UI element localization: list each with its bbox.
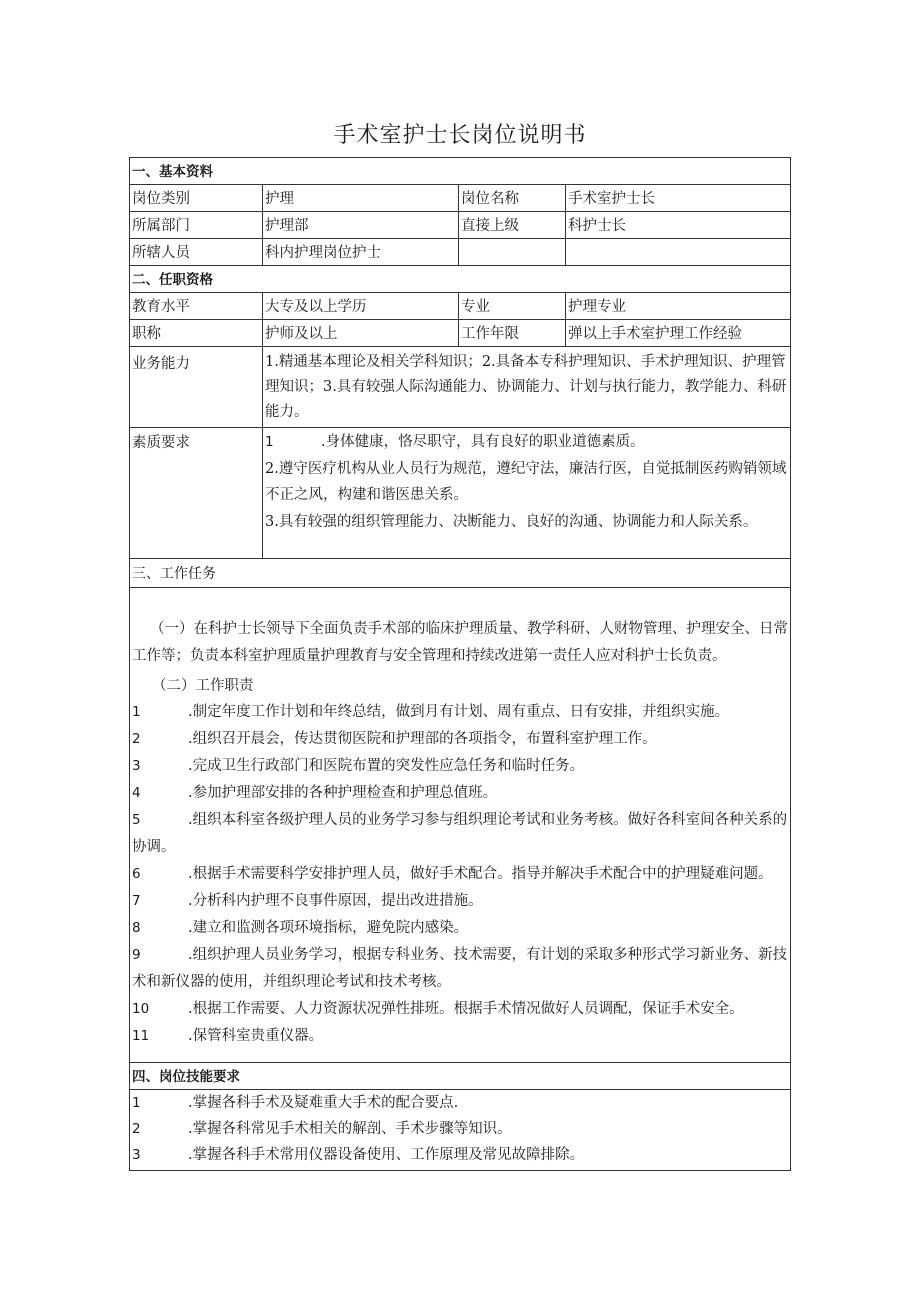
list-item xyxy=(130,753,790,780)
list-item xyxy=(130,726,790,753)
list-item xyxy=(130,888,790,915)
empty-cell xyxy=(566,239,790,265)
work-tasks-body xyxy=(130,588,790,1063)
item-text: .分析科内护理不良事件原因，提出改进措施。 xyxy=(188,893,483,909)
field-value: 护理 xyxy=(263,185,459,211)
field-label: 素质要求 xyxy=(130,428,263,558)
table-row xyxy=(130,212,790,239)
item-number: 4 xyxy=(132,785,141,801)
item-number: 10 xyxy=(132,1001,150,1017)
field-label: 所辖人员 xyxy=(130,239,263,265)
field-label: 所属部门 xyxy=(130,212,263,238)
item-number: 1 xyxy=(132,704,141,720)
item-number: 2 xyxy=(132,731,141,747)
field-label: 岗位名称 xyxy=(459,185,566,211)
list-item xyxy=(130,915,790,942)
list-item xyxy=(130,942,790,996)
item-text: .参加护理部安排的各种护理检查和护理总值班。 xyxy=(188,785,498,801)
item-text: .建立和监测各项环境指标，避免院内感染。 xyxy=(188,920,469,936)
list-item xyxy=(130,1023,790,1050)
item-text: .根据工作需要、人力资源状况弹性排班。根据手术情况做好人员调配，保证手术安全。 xyxy=(188,1001,744,1017)
table-row-ability xyxy=(130,347,790,428)
field-value: 护理专业 xyxy=(568,299,626,315)
item-number: 6 xyxy=(132,866,141,882)
section-heading-work-tasks: 三、工作任务 xyxy=(130,559,790,588)
list-item xyxy=(130,807,790,861)
item-text: .掌握各科手术常用仪器设备使用、工作原理及常见故障排除。 xyxy=(188,1147,585,1163)
item-number: 11 xyxy=(132,1028,150,1044)
item-text: .掌握各科手术及疑难重大手术的配合要点. xyxy=(188,1095,459,1111)
list-item xyxy=(130,699,790,726)
list-item xyxy=(130,861,790,888)
field-value: 弹以上手术室护理工作经验 xyxy=(568,326,742,342)
list-item xyxy=(130,780,790,807)
item-number: 9 xyxy=(132,947,141,963)
quality-item-1: 1 .身体健康，恪尽职守，具有良好的职业道德素质。 xyxy=(265,434,645,450)
field-label: 专业 xyxy=(459,293,566,319)
list-item xyxy=(130,1142,790,1168)
quality-item-3: 3.具有较强的组织管理能力、决断能力、良好的沟通、协调能力和人际关系。 xyxy=(265,513,758,530)
field-value: 护理部 xyxy=(263,212,459,238)
section-heading-qualifications: 二、任职资格 xyxy=(130,266,790,293)
table-row xyxy=(130,320,790,347)
item-text: .完成卫生行政部门和医院布置的突发性应急任务和临时任务。 xyxy=(188,758,585,774)
item-number: 8 xyxy=(132,920,141,936)
field-label: 职称 xyxy=(130,320,263,346)
item-number: 3 xyxy=(132,758,141,774)
duty-list xyxy=(130,699,790,1050)
item-text: .组织本科室各级护理人员的业务学习参与组织理论考试和业务考核。做好各科室间各种关系的协调。 xyxy=(132,812,788,855)
item-number: 5 xyxy=(132,812,141,828)
skills-body xyxy=(130,1090,790,1170)
table-row xyxy=(130,293,790,320)
section-heading-basic-info: 一、基本资料 xyxy=(130,158,790,185)
job-description-table xyxy=(129,157,791,1171)
item-text: .掌握各科常见手术相关的解剖、手术步骤等知识。 xyxy=(188,1121,512,1137)
field-value: 科内护理岗位护士 xyxy=(263,239,459,265)
quality-text xyxy=(263,428,790,558)
empty-cell xyxy=(459,239,566,265)
field-label: 直接上级 xyxy=(459,212,566,238)
field-value: 科护士长 xyxy=(568,218,626,234)
field-label: 教育水平 xyxy=(130,293,263,319)
item-text: .根据手术需要科学安排护理人员，做好手术配合。指导并解决手术配合中的护理疑难问题。 xyxy=(188,866,773,882)
task-intro: （一）在科护士长领导下全面负责手术部的临床护理质量、教学科研、人财物管理、护理安全、日常工作等；负责本科室护理质量护理教育与安全管理和持续改进第一责任人应对科护士长负责。 xyxy=(132,621,788,664)
item-text: .制定年度工作计划和年终总结，做到月有计划、周有重点、日有安排，并组织实施。 xyxy=(188,704,730,720)
field-label: 业务能力 xyxy=(130,347,263,427)
table-row xyxy=(130,185,790,212)
duties-subheading: （二）工作职责 xyxy=(152,678,254,694)
quality-item-2: 2.遵守医疗机构从业人员行为规范，遵纪守法，廉洁行医，自觉抵制医药购销领域不正之风，构建和谐医患关系。 xyxy=(265,460,787,503)
item-text: .组织护理人员业务学习，根据专科业务、技术需要，有计划的采取多种形式学习新业务、新技术和新仪器的使用，并组织理论考试和技术考核。 xyxy=(132,947,788,990)
item-number: 1 xyxy=(132,1095,141,1111)
item-number: 7 xyxy=(132,893,141,909)
section-heading-skills: 四、岗位技能要求 xyxy=(130,1063,790,1090)
document-title: 手术室护士长岗位说明书 xyxy=(333,123,587,148)
field-label: 岗位类别 xyxy=(130,185,263,211)
item-text: .保管科室贵重仪器。 xyxy=(188,1028,324,1044)
ability-text: 1.精通基本理论及相关学科知识；2.具备本专科护理知识、手术护理知识、护理管理知识；3.具有较强人际沟通能力、协调能力、计划与执行能力，教学能力、科研能力。 xyxy=(265,354,787,420)
item-number: 2 xyxy=(132,1121,141,1137)
item-number: 3 xyxy=(132,1147,141,1163)
table-row xyxy=(130,239,790,266)
skill-list xyxy=(130,1090,790,1168)
field-label: 工作年限 xyxy=(459,320,566,346)
list-item xyxy=(130,1090,790,1116)
field-value: 护师及以上 xyxy=(263,320,459,346)
table-row-quality xyxy=(130,428,790,559)
list-item xyxy=(130,996,790,1023)
list-item xyxy=(130,1116,790,1142)
item-text: .组织召开晨会，传达贯彻医院和护理部的各项指令，布置科室护理工作。 xyxy=(188,731,657,747)
field-value: 手术室护士长 xyxy=(568,191,655,207)
field-value: 大专及以上学历 xyxy=(263,293,459,319)
